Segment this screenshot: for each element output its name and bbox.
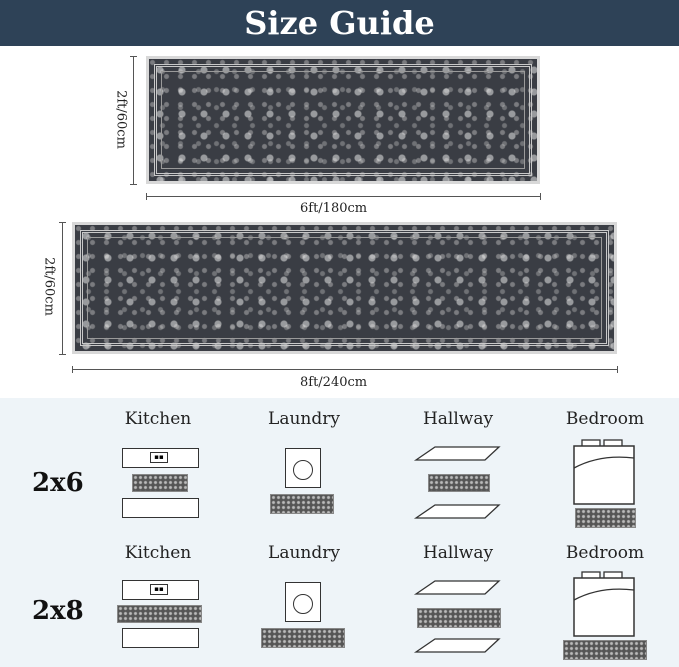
hallway-top-icon: [415, 444, 500, 464]
height-tick-top-large: [59, 222, 66, 223]
rug-small-width-label: 6ft/180cm: [300, 201, 368, 216]
bed-icon: [570, 438, 640, 508]
washer-door-icon: [293, 460, 313, 480]
hallway-bottom-icon: [415, 502, 500, 522]
laundry-rug: [270, 494, 334, 514]
width-dimension-line-small: [146, 196, 540, 197]
bed-icon-row2: [570, 570, 640, 640]
room-label-hallway-row2: Hallway: [422, 543, 494, 563]
rug-large-image: [72, 222, 617, 354]
height-dimension-line-small: [133, 56, 134, 184]
width-dimension-line-large: [72, 369, 617, 370]
size-label-2x8: 2x8: [32, 596, 84, 626]
page-title: Size Guide: [244, 4, 435, 42]
kitchen-rug: [132, 474, 188, 492]
bedroom-rug: [575, 508, 636, 528]
height-tick-top-small: [130, 56, 137, 57]
stove-icon: ▪▪: [150, 452, 168, 463]
room-label-laundry-row2: Laundry: [268, 543, 340, 563]
bedroom-rug-row2: [563, 640, 647, 660]
hallway-rug-row2: [417, 608, 501, 628]
room-label-kitchen: Kitchen: [124, 409, 192, 429]
width-tick-right-large: [617, 366, 618, 373]
room-label-bedroom-row2: Bedroom: [565, 543, 645, 563]
size-label-2x6: 2x6: [32, 468, 84, 498]
rug-large-height-label: 2ft/60cm: [41, 257, 57, 316]
hallway-bottom-icon-row2: [415, 636, 500, 656]
hallway-rug: [428, 474, 490, 492]
width-tick-right-small: [540, 193, 541, 200]
washer-door-icon-row2: [293, 594, 313, 614]
hallway-top-icon-row2: [415, 578, 500, 598]
height-tick-bottom-small: [130, 184, 137, 185]
width-tick-left-large: [72, 366, 73, 373]
rug-large-width-label: 8ft/240cm: [300, 375, 368, 390]
rug-small-height-label: 2ft/60cm: [113, 90, 129, 149]
stove-icon-row2: ▪▪: [150, 584, 168, 595]
rug-small-image: [146, 56, 540, 184]
laundry-rug-row2: [261, 628, 345, 648]
room-label-laundry: Laundry: [268, 409, 340, 429]
room-label-hallway: Hallway: [422, 409, 494, 429]
room-label-kitchen-row2: Kitchen: [124, 543, 192, 563]
kitchen-counter-bottom: [122, 498, 199, 518]
title-banner: [0, 0, 679, 46]
width-tick-left-small: [146, 193, 147, 200]
height-tick-bottom-large: [59, 354, 66, 355]
room-label-bedroom: Bedroom: [565, 409, 645, 429]
kitchen-rug-row2: [117, 605, 202, 623]
height-dimension-line-large: [62, 222, 63, 354]
kitchen-counter-bottom-row2: [122, 628, 199, 648]
